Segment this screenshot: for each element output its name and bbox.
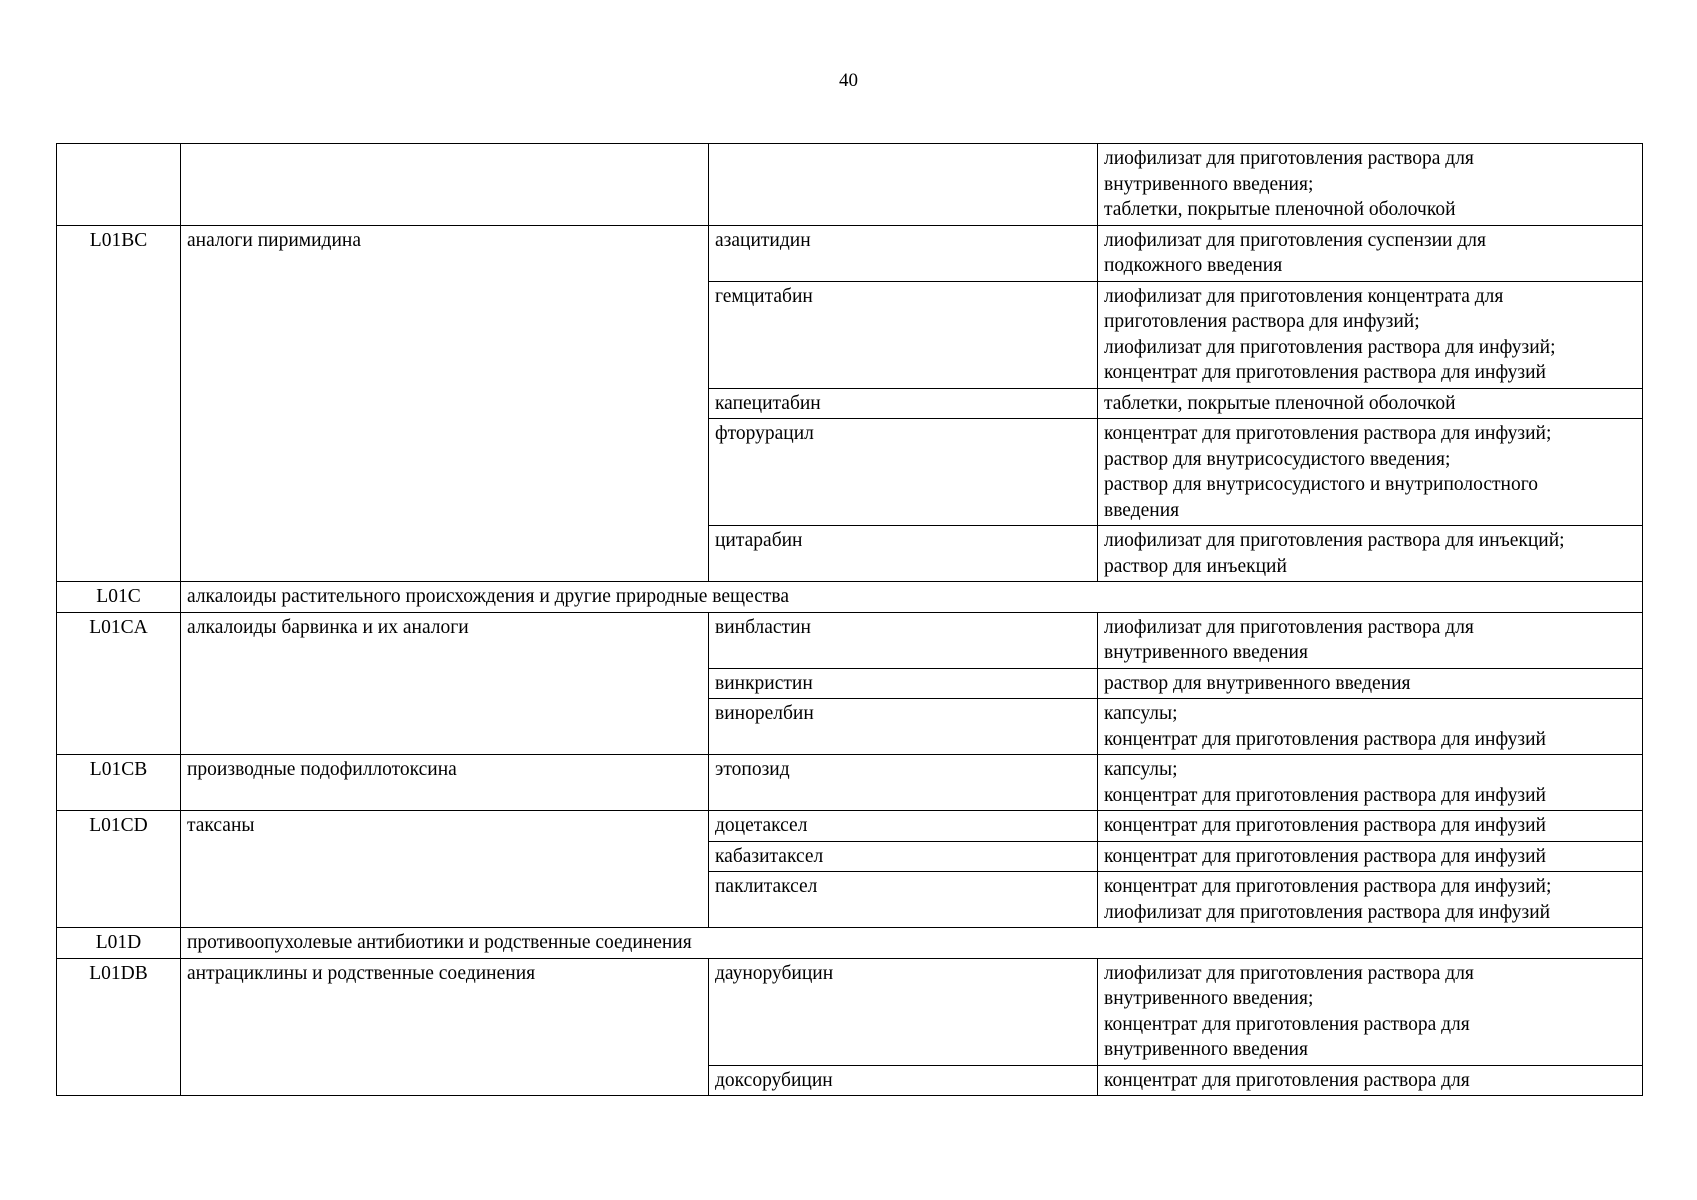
- table-row: [57, 582, 1643, 613]
- dosage-form-cell: [1098, 1065, 1643, 1096]
- dosage-form-line: концентрат для приготовления раствора для инфузий;: [1104, 876, 1552, 897]
- dosage-form-cell: [1098, 755, 1643, 811]
- dosage-form-line: концентрат для приготовления раствора для инфузий;: [1104, 423, 1552, 444]
- drug-name-cell: фторурацил: [709, 419, 1098, 526]
- dosage-form-cell: [1098, 841, 1643, 872]
- atc-code-cell: L01CD: [57, 811, 181, 928]
- table-row: [57, 225, 1643, 281]
- drug-name-cell: капецитабин: [709, 388, 1098, 419]
- drug-name-cell: винорелбин: [709, 699, 1098, 755]
- dosage-form-line: приготовления раствора для инфузий;: [1104, 311, 1420, 332]
- drug-name-cell: даунорубицин: [709, 958, 1098, 1065]
- drug-name-cell: доксорубицин: [709, 1065, 1098, 1096]
- dosage-form-line: концентрат для приготовления раствора для: [1104, 1013, 1470, 1035]
- dosage-form-line: лиофилизат для приготовления суспензии для: [1104, 229, 1486, 251]
- dosage-form-cell: [1098, 144, 1643, 226]
- dosage-form-line: таблетки, покрытые пленочной оболочкой: [1104, 199, 1456, 220]
- dosage-form-cell: [1098, 668, 1643, 699]
- drug-name-cell: винкристин: [709, 668, 1098, 699]
- atc-group-cell: производные подофиллотоксина: [181, 755, 709, 811]
- dosage-form-cell: [1098, 872, 1643, 928]
- drug-name-cell: винбластин: [709, 612, 1098, 668]
- atc-group-cell: таксаны: [181, 811, 709, 928]
- dosage-form-line: концентрат для приготовления раствора для: [1104, 1069, 1470, 1091]
- drug-name-cell: азацитидин: [709, 225, 1098, 281]
- dosage-form-line: лиофилизат для приготовления концентрата для: [1104, 285, 1504, 307]
- dosage-form-line: лиофилизат для приготовления раствора для: [1104, 148, 1474, 169]
- atc-group-cell: алкалоиды растительного происхождения и другие природные вещества: [181, 582, 1643, 613]
- dosage-form-cell: [1098, 225, 1643, 281]
- dosage-form-line: концентрат для приготовления раствора для инфузий: [1104, 815, 1546, 836]
- page-number: 40: [839, 70, 858, 91]
- dosage-form-line: лиофилизат для приготовления раствора для: [1104, 616, 1474, 638]
- dosage-form-line: раствор для внутрисосудистого и внутриполостного: [1104, 474, 1539, 495]
- atc-code-cell: L01DB: [57, 958, 181, 1096]
- dosage-form-line: внутривенного введения;: [1104, 173, 1314, 195]
- dosage-form-cell: [1098, 526, 1643, 582]
- atc-code-cell: L01CA: [57, 612, 181, 755]
- atc-group-cell: антрациклины и родственные соединения: [181, 958, 709, 1096]
- table-row: [57, 928, 1643, 959]
- dosage-form-line: капсулы;: [1104, 703, 1178, 724]
- dosage-form-cell: [1098, 419, 1643, 526]
- dosage-form-line: концентрат для приготовления раствора для инфузий: [1104, 362, 1546, 383]
- table-row: [57, 612, 1643, 668]
- table-row: [57, 811, 1643, 842]
- dosage-form-line: внутривенного введения: [1104, 1039, 1308, 1060]
- dosage-form-line: капсулы;: [1104, 759, 1178, 780]
- atc-code-cell: [57, 144, 181, 226]
- table-row: [57, 144, 1643, 226]
- dosage-form-cell: [1098, 811, 1643, 842]
- dosage-form-line: лиофилизат для приготовления раствора для инъекций;: [1104, 530, 1565, 551]
- drug-name-cell: доцетаксел: [709, 811, 1098, 842]
- drug-name-cell: [709, 144, 1098, 226]
- dosage-form-cell: [1098, 699, 1643, 755]
- drug-name-cell: гемцитабин: [709, 281, 1098, 388]
- drug-table-body: [57, 144, 1643, 1096]
- drug-name-cell: кабазитаксел: [709, 841, 1098, 872]
- dosage-form-line: введения: [1104, 499, 1180, 521]
- drug-name-cell: паклитаксел: [709, 872, 1098, 928]
- dosage-form-cell: [1098, 388, 1643, 419]
- dosage-form-line: раствор для внутрисосудистого введения;: [1104, 448, 1451, 470]
- dosage-form-line: внутривенного введения;: [1104, 988, 1314, 1009]
- dosage-form-line: лиофилизат для приготовления раствора для инфузий;: [1104, 336, 1556, 358]
- table-row: [57, 755, 1643, 811]
- atc-code-cell: L01CB: [57, 755, 181, 811]
- atc-code-cell: L01BC: [57, 225, 181, 582]
- atc-group-cell: [181, 144, 709, 226]
- dosage-form-line: внутривенного введения: [1104, 642, 1308, 663]
- atc-code-cell: L01D: [57, 928, 181, 959]
- dosage-form-line: концентрат для приготовления раствора для инфузий: [1104, 784, 1546, 806]
- dosage-form-line: подкожного введения: [1104, 255, 1283, 276]
- dosage-form-line: концентрат для приготовления раствора для инфузий: [1104, 728, 1546, 750]
- atc-group-cell: противоопухолевые антибиотики и родственные соединения: [181, 928, 1643, 959]
- dosage-form-cell: [1098, 612, 1643, 668]
- atc-code-cell: L01C: [57, 582, 181, 613]
- drug-name-cell: цитарабин: [709, 526, 1098, 582]
- dosage-form-line: таблетки, покрытые пленочной оболочкой: [1104, 392, 1456, 414]
- dosage-form-line: лиофилизат для приготовления раствора для: [1104, 962, 1474, 984]
- drug-name-cell: этопозид: [709, 755, 1098, 811]
- dosage-form-line: концентрат для приготовления раствора для инфузий: [1104, 845, 1546, 867]
- atc-group-cell: алкалоиды барвинка и их аналоги: [181, 612, 709, 755]
- dosage-form-line: раствор для инъекций: [1104, 555, 1287, 577]
- atc-group-cell: аналоги пиримидина: [181, 225, 709, 582]
- drug-table: [56, 143, 1643, 1096]
- table-row: [57, 958, 1643, 1065]
- dosage-form-line: раствор для внутривенного введения: [1104, 672, 1411, 694]
- dosage-form-line: лиофилизат для приготовления раствора для инфузий: [1104, 901, 1551, 923]
- dosage-form-cell: [1098, 958, 1643, 1065]
- dosage-form-cell: [1098, 281, 1643, 388]
